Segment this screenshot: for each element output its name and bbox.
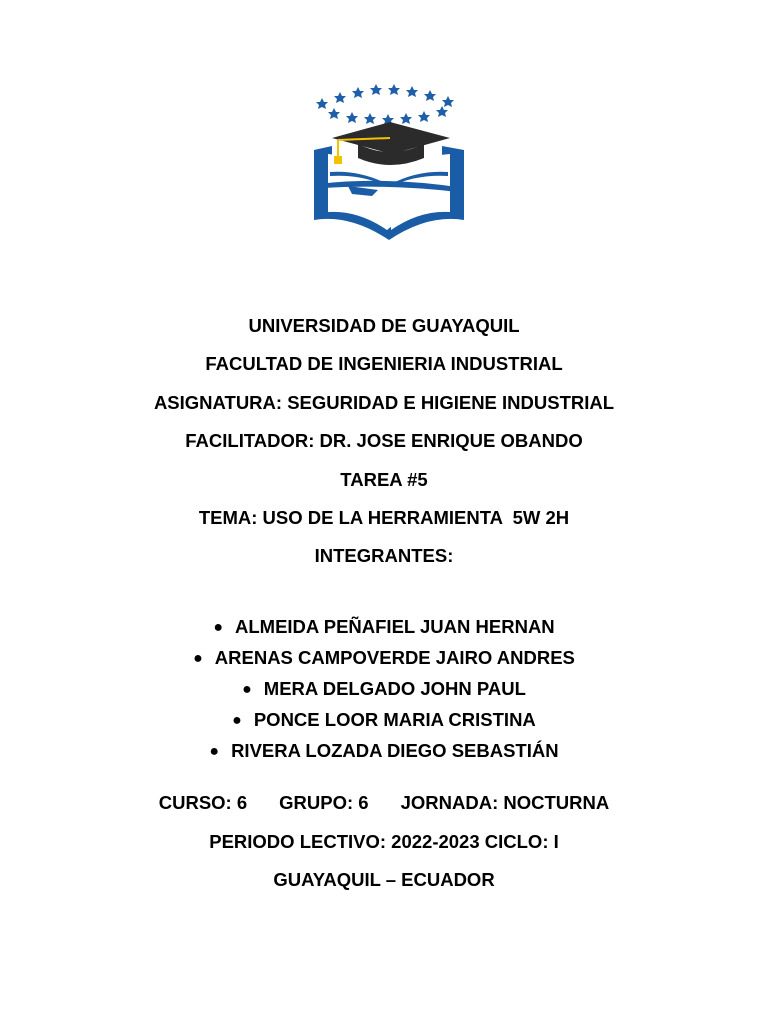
- list-item: [0, 643, 768, 674]
- list-item: [0, 705, 768, 736]
- shift-label: JORNADA: NOCTURNA: [400, 792, 610, 813]
- list-item: [0, 736, 768, 767]
- topic-line: TEMA: USO DE LA HERRAMIENTA 5W 2H: [198, 507, 570, 528]
- bullet-icon: ●: [242, 681, 252, 698]
- course-label: CURSO: 6: [158, 792, 248, 813]
- members-label: INTEGRANTES:: [314, 545, 454, 566]
- subject-line: ASIGNATURA: SEGURIDAD E HIGIENE INDUSTRIAL: [153, 392, 615, 413]
- list-item: [0, 674, 768, 705]
- bullet-icon: ●: [193, 650, 203, 667]
- member-name: ALMEIDA PEÑAFIEL JUAN HERNAN: [235, 616, 555, 637]
- group-label: GRUPO: 6: [279, 792, 369, 813]
- member-name: ARENAS CAMPOVERDE JAIRO ANDRES: [214, 647, 575, 668]
- course-info-row: [0, 792, 768, 814]
- university-name: UNIVERSIDAD DE GUAYAQUIL: [248, 315, 520, 336]
- faculty-name: FACULTAD DE INGENIERIA INDUSTRIAL: [205, 353, 563, 374]
- list-item: [0, 612, 768, 643]
- bullet-icon: ●: [213, 619, 223, 636]
- facilitator-line: FACILITADOR: DR. JOSE ENRIQUE OBANDO: [185, 430, 583, 451]
- location-line: GUAYAQUIL – ECUADOR: [273, 869, 495, 890]
- members-list: [0, 612, 768, 767]
- bullet-icon: ●: [209, 743, 220, 760]
- bullet-icon: ●: [232, 712, 242, 729]
- university-crest-icon: [308, 80, 470, 242]
- member-name: PONCE LOOR MARIA CRISTINA: [253, 709, 536, 730]
- assignment-line: TAREA #5: [340, 469, 428, 490]
- member-name: MERA DELGADO JOHN PAUL: [263, 678, 526, 699]
- period-line: PERIODO LECTIVO: 2022-2023 CICLO: I: [209, 831, 559, 852]
- member-name: RIVERA LOZADA DIEGO SEBASTIÁN: [231, 740, 559, 761]
